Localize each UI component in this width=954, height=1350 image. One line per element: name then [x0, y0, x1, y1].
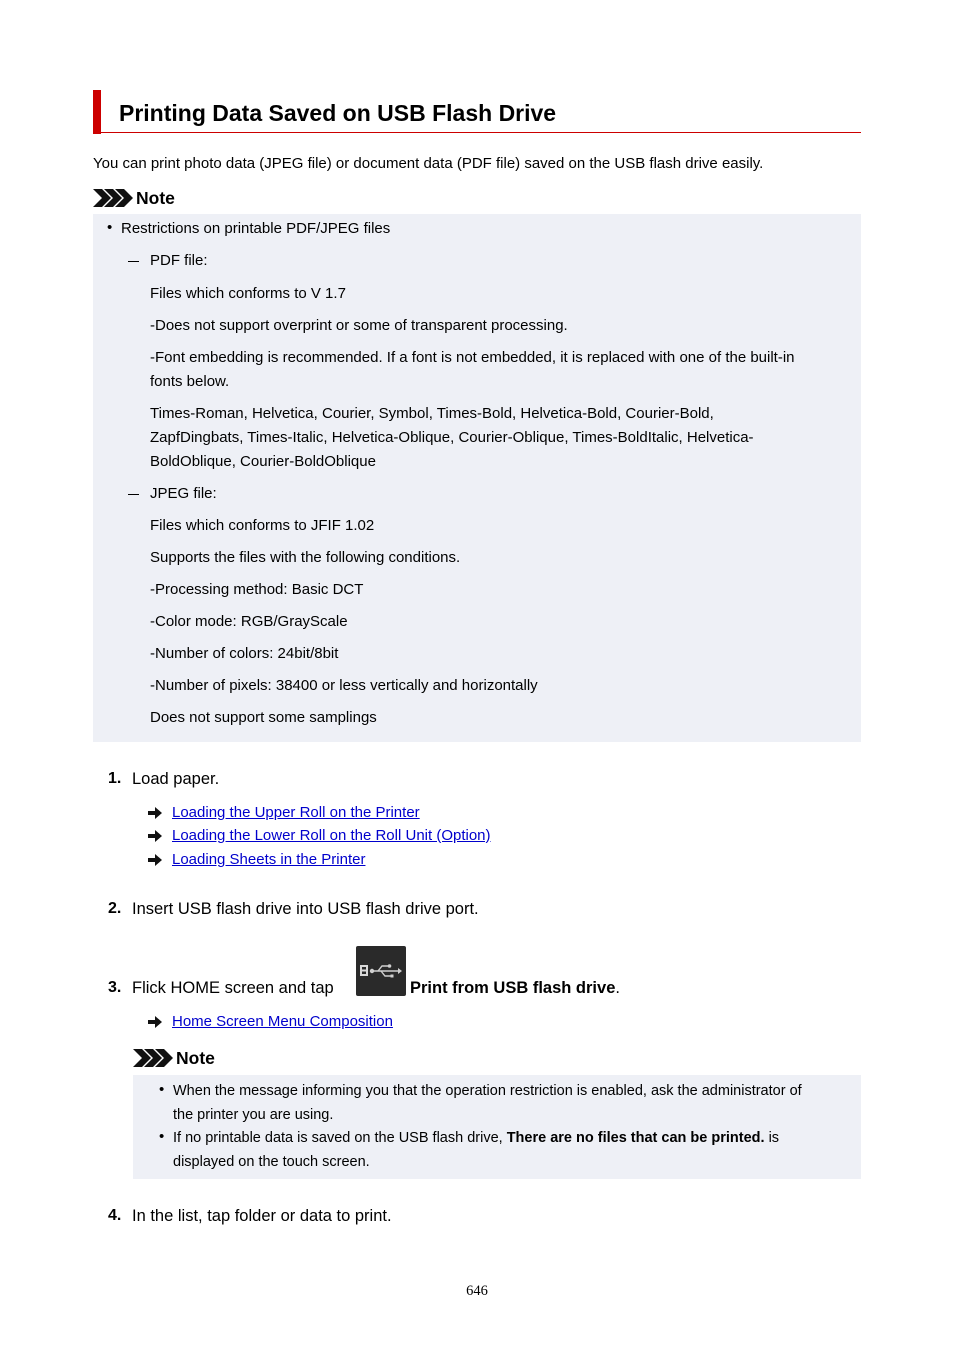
note-heading [93, 188, 213, 210]
step-text-before: Flick HOME screen and tap [132, 979, 334, 997]
step-text-after-icon [410, 977, 620, 999]
pdf-heading: PDF file: [150, 252, 208, 269]
step-text: Insert USB flash drive into USB flash drive port. [132, 900, 479, 918]
jpeg-line: Does not support some samplings [150, 709, 377, 726]
pdf-line: -Does not support overprint or some of transparent processing. [150, 317, 568, 334]
jpeg-line: -Number of colors: 24bit/8bit [150, 645, 339, 662]
dash-marker [128, 261, 139, 262]
note-label: Note [176, 1048, 215, 1068]
note-label: Note [136, 188, 175, 208]
step-number: 4. [108, 1207, 122, 1224]
jpeg-line: -Processing method: Basic DCT [150, 581, 364, 598]
step-text-period: . [615, 979, 620, 997]
note-text-part: is [768, 1130, 780, 1146]
pdf-line: BoldOblique, Courier-BoldOblique [150, 453, 376, 470]
note-heading [133, 1048, 253, 1070]
arrow-right-icon [148, 1016, 162, 1028]
note-bullet-text: the printer you are using. [173, 1107, 334, 1123]
usb-flash-drive-icon [356, 946, 406, 996]
arrow-right-icon [148, 830, 162, 842]
arrow-right-icon [148, 854, 162, 866]
note-text-part: If no printable data is saved on the USB flash drive, [173, 1130, 503, 1146]
page-title-block [93, 90, 861, 134]
bullet-dot: • [159, 1128, 165, 1145]
pdf-line: fonts below. [150, 373, 230, 390]
arrow-right-icon [148, 807, 162, 819]
link-home-screen-menu[interactable]: Home Screen Menu Composition [172, 1013, 393, 1030]
pdf-line: Files which conforms to V 1.7 [150, 285, 346, 302]
triple-chevron-icon [133, 1049, 175, 1067]
note-bullet-text [173, 1126, 779, 1150]
triple-chevron-icon [93, 189, 135, 207]
link-loading-sheets[interactable]: Loading Sheets in the Printer [172, 851, 366, 868]
print-from-usb-label: Print from USB flash drive [410, 979, 616, 997]
jpeg-line: -Number of pixels: 38400 or less vertically and horizontally [150, 677, 538, 694]
link-loading-upper-roll[interactable]: Loading the Upper Roll on the Printer [172, 804, 420, 821]
bullet-dot: • [107, 219, 113, 236]
note-bullet-text: Restrictions on printable PDF/JPEG files [121, 220, 391, 237]
jpeg-line: Supports the files with the following conditions. [150, 549, 461, 566]
title-accent-bar [93, 90, 101, 134]
step-number: 1. [108, 770, 122, 787]
step-number: 3. [108, 979, 122, 996]
step-number: 2. [108, 900, 122, 917]
step-text: Load paper. [132, 770, 220, 788]
jpeg-line: Files which conforms to JFIF 1.02 [150, 517, 375, 534]
step-text: In the list, tap folder or data to print. [132, 1207, 392, 1225]
pdf-line: -Font embedding is recommended. If a font is not embedded, it is replaced with one of the built-in [150, 349, 795, 366]
jpeg-heading: JPEG file: [150, 485, 217, 502]
intro-paragraph: You can print photo data (JPEG file) or document data (PDF file) saved on the USB flash drive easily. [93, 155, 764, 172]
link-loading-lower-roll[interactable]: Loading the Lower Roll on the Roll Unit (Option) [172, 827, 491, 844]
page-title: Printing Data Saved on USB Flash Drive [119, 100, 557, 126]
jpeg-line: -Color mode: RGB/GrayScale [150, 613, 348, 630]
note-box [93, 214, 861, 742]
pdf-line: Times-Roman, Helvetica, Courier, Symbol, Times-Bold, Helvetica-Bold, Courier-Bold, [150, 405, 714, 422]
bullet-dot: • [159, 1081, 165, 1098]
dash-marker [128, 494, 139, 495]
note-bullet-text: displayed on the touch screen. [173, 1154, 370, 1170]
pdf-line: ZapfDingbats, Times-Italic, Helvetica-Oblique, Courier-Oblique, Times-BoldItalic, Helvetica- [150, 429, 754, 446]
title-underline [101, 132, 861, 133]
note-bullet-text: When the message informing you that the operation restriction is enabled, ask the administrator of [173, 1083, 802, 1099]
page-number: 646 [466, 1283, 488, 1299]
note-box [133, 1075, 861, 1179]
no-files-message: There are no files that can be printed. [506, 1130, 765, 1146]
